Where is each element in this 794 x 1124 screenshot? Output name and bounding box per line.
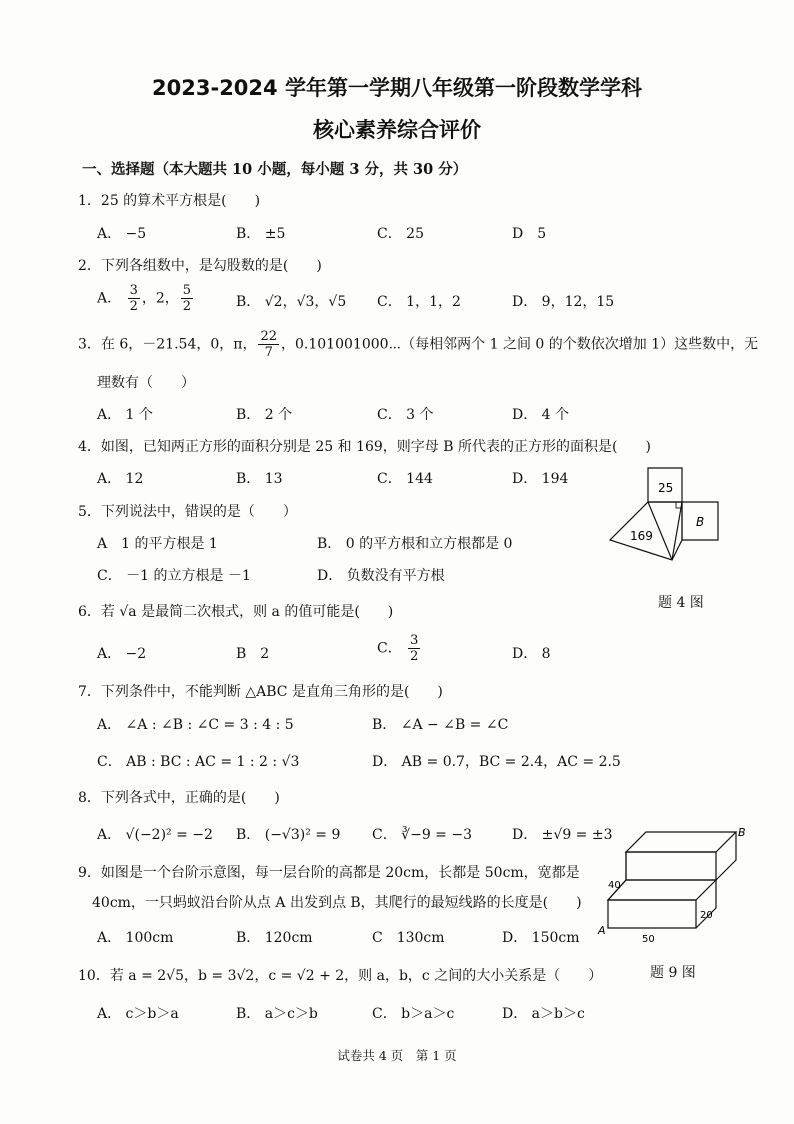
question-text: ，0.101001000⋯（每相邻两个 1 之间 0 的个数依次增加 1）这些数中，无 xyxy=(281,336,759,353)
q5-option-b: B． 0 的平方根和立方根都是 0 xyxy=(317,536,513,552)
q7-option-c: C． AB : BC : AC = 1 : 2 : √3 xyxy=(97,754,300,770)
fraction: $\frac{3}{2}$ xyxy=(410,633,419,664)
q9-option-a: A． 100cm xyxy=(97,930,174,946)
q10-option-a: A． c＞b＞a xyxy=(97,1006,179,1022)
q10-option-d: D． a＞b＞c xyxy=(502,1006,585,1022)
q8-option-a: A． √(−2)² = −2 xyxy=(97,827,213,843)
q3-option-a: A． 1 个 xyxy=(97,407,153,423)
q6-option-c xyxy=(377,634,422,663)
q8-option-b: B． (−√3)² = 9 xyxy=(236,827,341,843)
label-50: 50 xyxy=(642,934,655,945)
question-1 xyxy=(78,190,260,210)
question-text: 下列说法中，错误的是（ ） xyxy=(100,504,297,520)
label-25: 25 xyxy=(658,481,674,495)
q1-option-b: B． ±5 xyxy=(236,226,286,242)
q9-option-c: C 130cm xyxy=(372,930,445,946)
q5-option-a: A 1 的平方根是 1 xyxy=(97,536,218,552)
q7-option-a: A． ∠A : ∠B : ∠C = 3 : 4 : 5 xyxy=(97,717,294,733)
option-text: ，2， xyxy=(141,290,179,307)
question-text: 在 6，－21.54，0，π， xyxy=(100,336,257,353)
fraction: $\frac{22}{7}$ xyxy=(260,329,278,360)
question-number: 9． xyxy=(78,865,101,881)
question-text: 下列各组数中，是勾股数的是( ) xyxy=(100,258,322,274)
q6-option-b: B 2 xyxy=(236,646,270,662)
q9-option-b: B． 120cm xyxy=(236,930,313,946)
question-2 xyxy=(78,255,322,275)
q3-option-d: D． 4 个 xyxy=(512,407,570,423)
question-8 xyxy=(78,787,280,807)
q4-option-b: B． 13 xyxy=(236,471,283,487)
question-number: 4． xyxy=(78,439,101,455)
question-4 xyxy=(78,436,651,456)
label-b: B xyxy=(738,826,746,839)
figure-9 xyxy=(596,822,746,947)
q10-option-b: B． a＞c＞b xyxy=(236,1006,318,1022)
question-3-cont: 理数有（ ） xyxy=(97,375,195,391)
q7-option-b: B． ∠A − ∠B = ∠C xyxy=(372,717,509,733)
q3-option-c: C． 3 个 xyxy=(377,407,434,423)
exam-subtitle: 核心素养综合评价 xyxy=(313,118,481,142)
question-text: 若 √a 是最简二次根式，则 a 的值可能是( ) xyxy=(100,604,394,620)
q1-option-d: D 5 xyxy=(512,226,547,242)
question-text: 下列条件中，不能判断 △ABC 是直角三角形的是( ) xyxy=(100,684,443,700)
q2-option-b: B． √2，√3，√5 xyxy=(236,294,347,310)
question-9 xyxy=(78,862,580,882)
question-7 xyxy=(78,681,443,701)
q8-option-c: C． ∛−9 = −3 xyxy=(372,827,472,843)
exam-title: 2023-2024 学年第一学期八年级第一阶段数学学科 xyxy=(152,76,642,100)
figure-9-caption: 题 9 图 xyxy=(650,965,696,981)
question-text: 下列各式中，正确的是( ) xyxy=(100,790,280,806)
squares-diagram xyxy=(600,462,740,612)
fraction: $\frac{5}{2}$ xyxy=(182,283,192,314)
question-5 xyxy=(78,501,297,521)
question-text: 若 a = 2√5，b = 3√2，c = √2 + 2，则 a，b，c 之间的大小关系是（ ） xyxy=(109,968,603,984)
label-20: 20 xyxy=(700,910,713,921)
question-number: 7． xyxy=(78,684,101,700)
q1-option-c: C． 25 xyxy=(377,226,424,242)
q9-option-d: D． 150cm xyxy=(502,930,580,946)
page-footer: 试卷共 4 页 第 1 页 xyxy=(337,1048,457,1063)
q5-option-d: D． 负数没有平方根 xyxy=(317,568,445,584)
q2-option-c: C． 1，1，2 xyxy=(377,294,461,310)
question-9-cont: 40cm，一只蚂蚁沿台阶从点 A 出发到点 B，其爬行的最短线路的长度是( ) xyxy=(92,895,582,911)
question-6 xyxy=(78,601,393,621)
q6-option-a: A． −2 xyxy=(97,646,147,662)
question-text: 如图是一个台阶示意图，每一层台阶的高都是 20cm，长都是 50cm，宽都是 xyxy=(100,865,580,881)
label-169: 169 xyxy=(630,529,653,543)
question-number: 10． xyxy=(78,968,110,984)
q4-option-a: A． 12 xyxy=(97,471,144,487)
question-number: 8． xyxy=(78,790,101,806)
staircase-diagram xyxy=(596,822,746,947)
question-3 xyxy=(78,330,758,359)
q5-option-c: C． －1 的立方根是 －1 xyxy=(97,568,251,584)
q10-option-c: C． b＞a＞c xyxy=(372,1006,455,1022)
q2-option-a xyxy=(97,284,195,313)
q3-option-b: B． 2 个 xyxy=(236,407,293,423)
question-number: 3． xyxy=(78,336,101,353)
question-number: 2． xyxy=(78,258,101,274)
fraction: $\frac{3}{2}$ xyxy=(129,283,138,314)
q6-option-d: D． 8 xyxy=(512,646,551,662)
question-text: 25 的算术平方根是( ) xyxy=(100,193,261,209)
option-label: C． xyxy=(377,640,402,657)
label-a: A xyxy=(598,924,606,937)
q7-option-d: D． AB = 0.7，BC = 2.4，AC = 2.5 xyxy=(372,754,621,770)
q2-option-d: D． 9，12，15 xyxy=(512,294,615,310)
figure-4-caption: 题 4 图 xyxy=(658,595,704,611)
option-label: A． xyxy=(97,290,122,307)
q8-option-d: D． ±√9 = ±3 xyxy=(512,827,613,843)
q4-option-c: C． 144 xyxy=(377,471,433,487)
question-10 xyxy=(78,965,602,985)
label-40: 40 xyxy=(608,880,621,891)
figure-4 xyxy=(600,462,740,612)
q1-option-a: A． −5 xyxy=(97,226,147,242)
question-text: 如图，已知两正方形的面积分别是 25 和 169，则字母 B 所代表的正方形的面积是( ) xyxy=(100,439,651,455)
section-heading: 一、选择题（本大题共 10 小题，每小题 3 分，共 30 分） xyxy=(82,161,468,178)
question-number: 5． xyxy=(78,504,101,520)
question-number: 6． xyxy=(78,604,101,620)
question-number: 1． xyxy=(78,193,101,209)
q4-option-d: D． 194 xyxy=(512,471,569,487)
label-b: B xyxy=(696,515,705,529)
